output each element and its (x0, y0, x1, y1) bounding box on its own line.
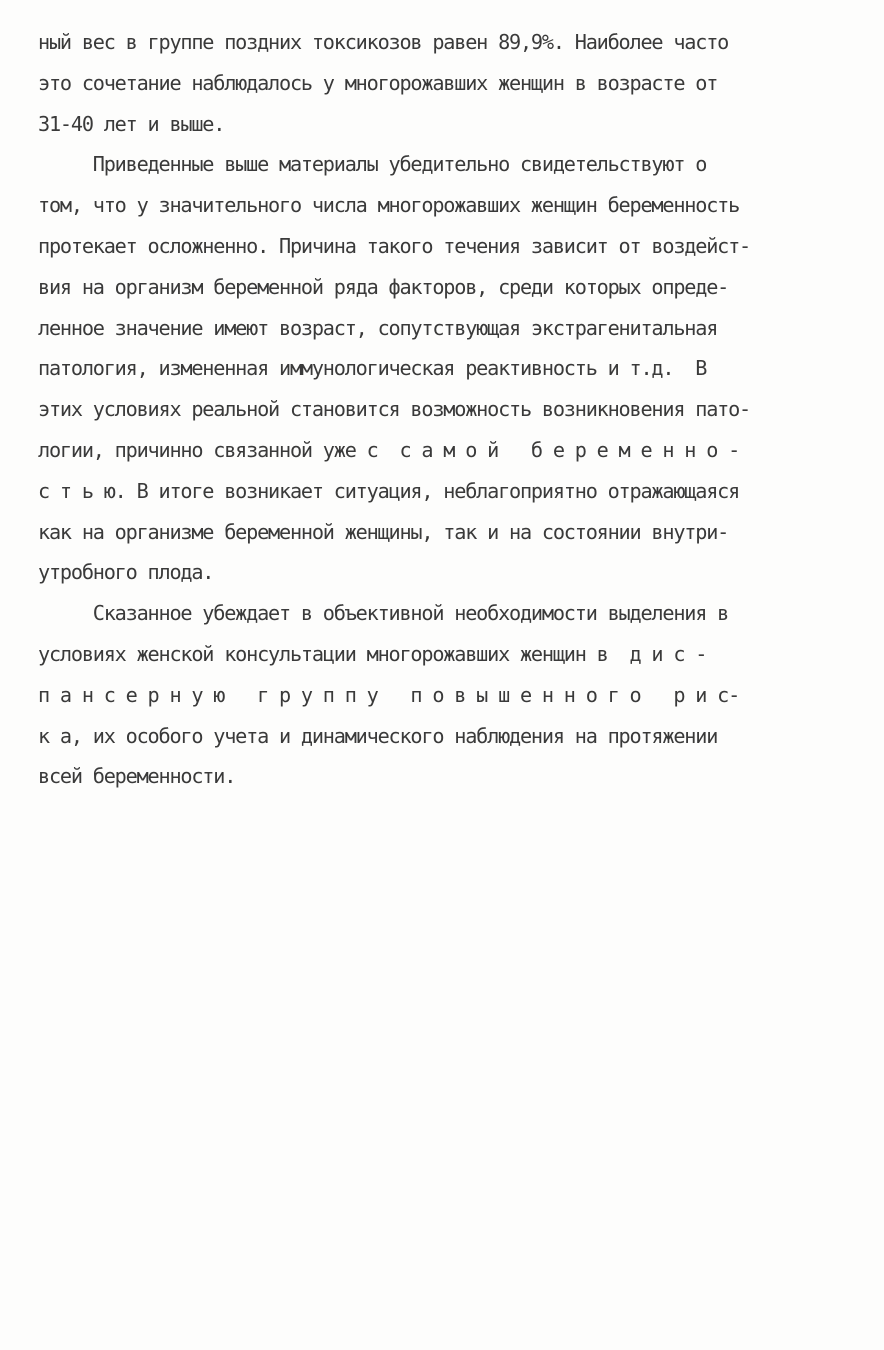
text-line: протекает осложненно. Причина такого течения зависит от воздейст- (38, 233, 751, 258)
text-line: этих условиях реальной становится возможность возникновения пато- (38, 397, 751, 422)
text-line: Приведенные выше материалы убедительно свидетельствуют о (38, 152, 707, 177)
text-line: условиях женской консультации многорожавших женщин в д и с - (38, 641, 707, 666)
text-line: всей беременности. (38, 764, 236, 789)
text-line: том, что у значительного числа многорожавших женщин беременность (38, 193, 740, 218)
text-line: это сочетание наблюдалось у многорожавших женщин в возрасте от (38, 70, 718, 95)
text-line: Сказанное убеждает в объективной необходимости выделения в (38, 601, 729, 626)
text-line: ленное значение имеют возраст, сопутствующая экстрагенитальная (38, 315, 718, 340)
text-line: 31-40 лет и выше. (38, 111, 225, 136)
text-line: с т ь ю. В итоге возникает ситуация, неблагоприятно отражающаяся (38, 478, 740, 503)
text-line: вия на организм беременной ряда факторов, среди которых опреде- (38, 274, 729, 299)
text-line: утробного плода. (38, 560, 214, 585)
text-line: к а, их особого учета и динамического наблюдения на протяжении (38, 723, 718, 748)
text-line: логии, причинно связанной уже с с а м о й б е р е м е н н о - (38, 437, 740, 462)
text-line: патология, измененная иммунологическая реактивность и т.д. В (38, 356, 707, 381)
text-line: как на организме беременной женщины, так и на состоянии внутри- (38, 519, 729, 544)
body-text (38, 22, 838, 797)
text-line: п а н с е р н у ю г р у п п у п о в ы ш е н н о г о р и с- (38, 682, 740, 707)
text-line: ный вес в группе поздних токсикозов равен 89,9%. Наиболее часто (38, 30, 729, 54)
